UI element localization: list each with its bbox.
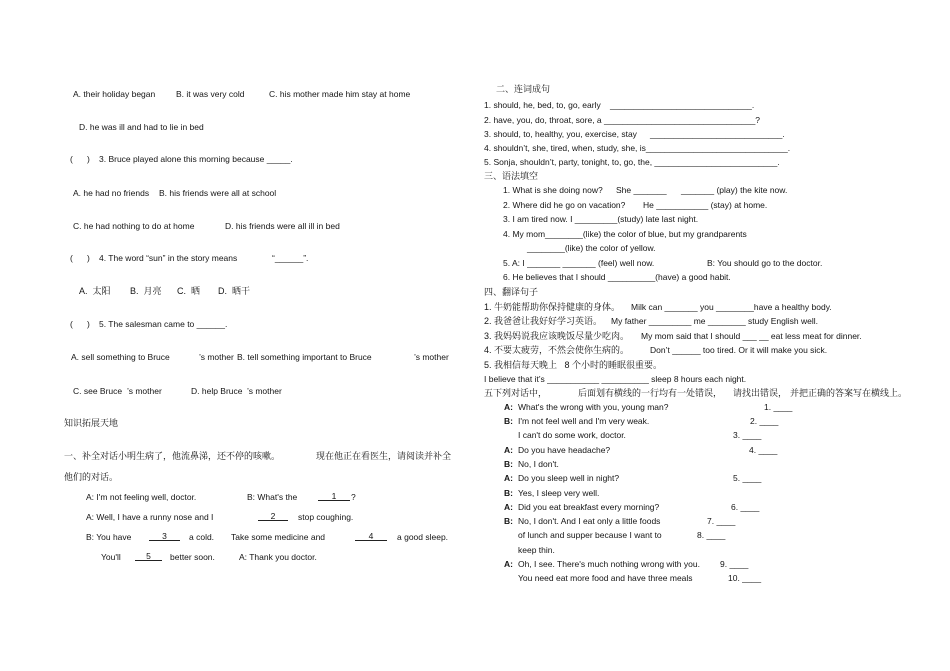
error-dialogue-line: No, I don't. And I eat only a little foods — [518, 516, 661, 526]
answer-bracket: ( ) — [70, 154, 90, 164]
correction-blank: 4. ____ — [749, 445, 778, 455]
dialogue-line: stop coughing. — [298, 512, 354, 522]
grammar-q4: 4. My mom________(like) the color of blue, but my grandparents — [503, 229, 747, 239]
q5-option-c-tail: ’s mother — [127, 386, 162, 396]
translate-item-1-cn: 1. 牛奶能帮助你保持健康的身体。 — [484, 302, 621, 312]
translate-item-3-cn: 3. 我妈妈说我应该晚饭尽量少吃肉。 — [484, 331, 630, 341]
grammar-q1-cont: _______ (play) the kite now. — [681, 185, 788, 195]
extension-title: 知识拓展天地 — [64, 418, 119, 428]
speaker-label: A: — [504, 502, 513, 512]
speaker-label: A: — [504, 402, 513, 412]
section5-title-part: 请找出错误， — [733, 388, 788, 398]
section2-item-3-blank: ____________________________. — [650, 129, 785, 139]
q5-option-a: A. sell something to Bruce — [71, 352, 170, 362]
correction-blank: 2. ____ — [750, 416, 779, 426]
error-dialogue-line: No, I don't. — [518, 459, 559, 469]
dialogue-punct: ? — [351, 492, 356, 502]
translate-item-5-en: I believe that it’s ___________ __________ sleep 8 hours each night. — [484, 374, 747, 384]
q4-option-c: C. 晒 — [177, 286, 201, 296]
translate-item-2-cn: 2. 我爸爸让我好好学习英语。 — [484, 316, 603, 326]
section2-item-1-blank: ______________________________. — [610, 100, 755, 110]
fill-blank-2: 2 — [258, 511, 288, 521]
q5-option-b: B. tell something important to Bruce — [237, 352, 372, 362]
q5-stem: 5. The salesman came to ______. — [99, 319, 228, 329]
fill-blank-4: 4 — [355, 531, 387, 541]
fill-blank-5: 5 — [135, 551, 162, 561]
section5-title-part: 并把正确的答案写在横线上。 — [790, 388, 908, 398]
section1-instruction-cont: 现在他正在看医生，请阅读并补全 — [316, 451, 452, 461]
translate-item-2-en: My father _________ me ________ study English well. — [611, 316, 818, 326]
error-dialogue-line: You need eat more food and have three meals — [518, 573, 693, 583]
correction-blank: 3. ____ — [733, 430, 762, 440]
q3-option-d: D. his friends were all ill in bed — [225, 221, 340, 231]
correction-blank: 10. ____ — [728, 573, 762, 583]
error-dialogue-line: keep thin. — [518, 545, 555, 555]
q4-option-d: D. 晒干 — [218, 286, 251, 296]
section1-instruction-end: 他们的对话。 — [64, 472, 119, 482]
q5-option-b-tail: ’s mother — [414, 352, 449, 362]
speaker-label: B: — [504, 459, 513, 469]
speaker-label: B: — [504, 516, 513, 526]
dialogue-line: A: Thank you doctor. — [239, 552, 317, 562]
translate-item-5-cn: 5. 我相信每天晚上 8 个小时的睡眠很重要。 — [484, 360, 663, 370]
grammar-q3: 3. I am tired now. I _________(study) late last night. — [503, 214, 699, 224]
section4-title: 四、翻译句子 — [484, 287, 539, 297]
q5-option-a-tail: ’s mother — [199, 352, 234, 362]
speaker-label: A: — [504, 445, 513, 455]
error-dialogue-line: Do you have headache? — [518, 445, 611, 455]
section2-item-1: 1. should, he, bed, to, go, early — [484, 100, 601, 110]
dialogue-line: A: Well, I have a runny nose and I — [86, 512, 214, 522]
q4-stem: 4. The word “sun” in the story means — [99, 253, 238, 263]
translate-item-1-en: Milk can _______ you ________have a healthy body. — [631, 302, 832, 312]
q3-stem: 3. Bruce played alone this morning because _____. — [99, 154, 293, 164]
correction-blank: 8. ____ — [697, 530, 726, 540]
error-dialogue-line: of lunch and supper because I want to — [518, 530, 662, 540]
dialogue-line: better soon. — [170, 552, 215, 562]
section2-item-3: 3. should, to, healthy, you, exercise, stay — [484, 129, 637, 139]
section2-item-5: 5. Sonja, shouldn’t, party, tonight, to, go, the, __________________________. — [484, 157, 780, 167]
answer-bracket: ( ) — [70, 253, 90, 263]
q3-option-a: A. he had no friends — [73, 188, 150, 198]
dialogue-line: Take some medicine and — [231, 532, 326, 542]
q5-option-d: D. help Bruce — [191, 386, 243, 396]
error-dialogue-line: Do you sleep well in night? — [518, 473, 620, 483]
speaker-label: B: — [504, 416, 513, 426]
dialogue-line: B: You have — [86, 532, 132, 542]
answer-bracket: ( ) — [70, 319, 90, 329]
grammar-q1: 1. What is she doing now? — [503, 185, 603, 195]
q2-option-a: A. their holiday began — [73, 89, 156, 99]
grammar-q6: 6. He believes that I should __________(have) a good habit. — [503, 272, 731, 282]
section5-title-part: 后面划有横线的一行均有一处错误， — [578, 388, 723, 398]
error-dialogue-line: Oh, I see. There's much nothing wrong with you. — [518, 559, 700, 569]
q5-option-c: C. see Bruce — [73, 386, 123, 396]
dialogue-line: You'll — [101, 552, 121, 562]
dialogue-line: B: What's the — [247, 492, 298, 502]
grammar-q1-answer: She _______ — [616, 185, 667, 195]
correction-blank: 7. ____ — [707, 516, 736, 526]
section1-instruction: 一、补全对话小明生病了，他流鼻涕，还不停的咳嗽。 — [64, 451, 281, 461]
section3-title: 三、语法填空 — [484, 171, 539, 181]
q4-blank: “______”. — [272, 253, 309, 263]
dialogue-line: A: I'm not feeling well, doctor. — [86, 492, 197, 502]
q4-option-a: A. 太阳 — [79, 286, 111, 296]
section2-title: 二、连词成句 — [496, 84, 551, 94]
grammar-q2: 2. Where did he go on vacation? — [503, 200, 626, 210]
error-dialogue-line: Yes, I sleep very well. — [518, 488, 600, 498]
fill-blank-1: 1 — [318, 491, 350, 501]
dialogue-line: a cold. — [189, 532, 215, 542]
dialogue-line: a good sleep. — [397, 532, 449, 542]
speaker-label: B: — [504, 488, 513, 498]
correction-blank: 9. ____ — [720, 559, 749, 569]
q2-option-c: C. his mother made him stay at home — [269, 89, 411, 99]
fill-blank-3: 3 — [149, 531, 180, 541]
grammar-q5-reply: B: You should go to the doctor. — [707, 258, 823, 268]
translate-item-4-en: Don’t ______ too tired. Or it will make you sick. — [650, 345, 828, 355]
section2-item-4: 4. shouldn’t, she, tired, when, study, she, is______________________________. — [484, 143, 791, 153]
q4-option-b: B. 月亮 — [130, 286, 162, 296]
correction-blank: 5. ____ — [733, 473, 762, 483]
q3-option-c: C. he had nothing to do at home — [73, 221, 195, 231]
q2-option-d: D. he was ill and had to lie in bed — [79, 122, 204, 132]
q2-option-b: B. it was very cold — [176, 89, 245, 99]
correction-blank: 6. ____ — [731, 502, 760, 512]
error-dialogue-line: I'm not feel well and I'm very weak. — [518, 416, 650, 426]
correction-blank: 1. ____ — [764, 402, 793, 412]
q5-option-d-tail: ’s mother — [247, 386, 282, 396]
grammar-q5: 5. A: I _______ _______ (feel) well now. — [503, 258, 655, 268]
error-dialogue-line: I can't do some work, doctor. — [518, 430, 626, 440]
grammar-q2-answer: He ___________ (stay) at home. — [643, 200, 768, 210]
translate-item-3-en: My mom said that I should ___ __ eat less meat for dinner. — [641, 331, 862, 341]
speaker-label: A: — [504, 559, 513, 569]
error-dialogue-line: What's the wrong with you, young man? — [518, 402, 669, 412]
section5-title: 五下列对话中， — [484, 388, 548, 398]
grammar-q4-cont: ________(like) the color of yellow. — [527, 243, 656, 253]
q3-option-b: B. his friends were all at school — [159, 188, 277, 198]
translate-item-4-cn: 4. 不要太疲劳，不然会使你生病的。 — [484, 345, 630, 355]
section2-item-2: 2. have, you, do, throat, sore, a ________________________________? — [484, 115, 761, 125]
error-dialogue-line: Did you eat breakfast every morning? — [518, 502, 660, 512]
speaker-label: A: — [504, 473, 513, 483]
